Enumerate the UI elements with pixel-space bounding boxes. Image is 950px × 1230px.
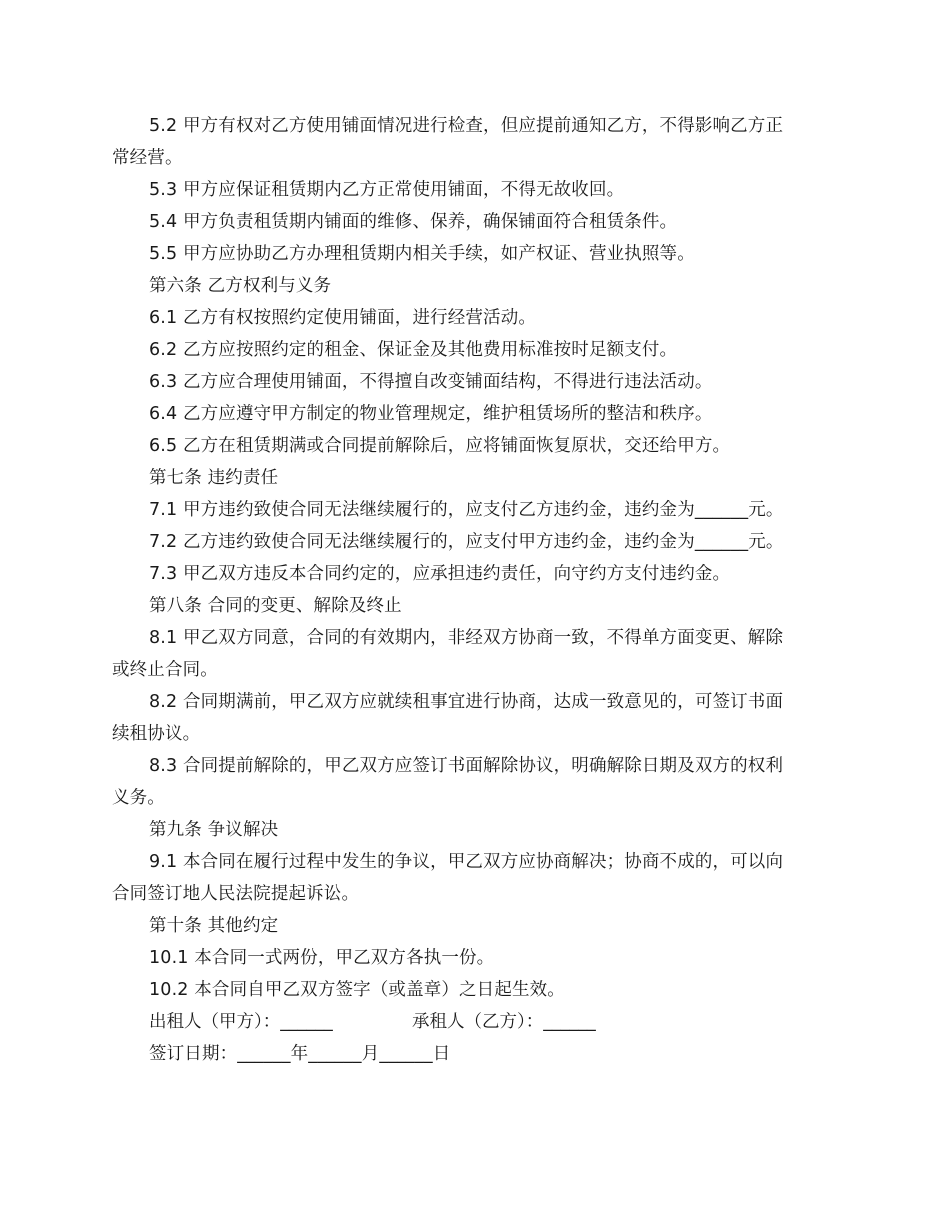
text-line: 6.5 乙方在租赁期满或合同提前解除后，应将铺面恢复原状，交还给甲方。 [149, 436, 731, 456]
text-line: 6.4 乙方应遵守甲方制定的物业管理规定，维护租赁场所的整洁和秩序。 [149, 404, 713, 424]
text-line: 8.1 甲乙双方同意，合同的有效期内，非经双方协商一致，不得单方面变更、解除 [149, 628, 784, 648]
text-line: 第九条 争议解决 [149, 820, 279, 840]
text-line: 或终止合同。 [112, 660, 218, 680]
text-line: 7.1 甲方违约致使合同无法继续履行的，应支付乙方违约金，违约金为______元。 [149, 500, 784, 520]
text-line: 第十条 其他约定 [149, 916, 279, 936]
lessor-signature: 出租人（甲方）：______ [149, 1012, 333, 1032]
text-line: 6.1 乙方有权按照约定使用铺面，进行经营活动。 [149, 308, 536, 328]
text-line: 7.3 甲乙双方违反本合同约定的，应承担违约责任，向守约方支付违约金。 [149, 564, 731, 584]
document-body [112, 110, 824, 1070]
text-line: 6.3 乙方应合理使用铺面，不得擅自改变铺面结构，不得进行违法活动。 [149, 372, 713, 392]
text-line: 第七条 违约责任 [149, 468, 279, 488]
lessee-signature: 承租人（乙方）：______ [412, 1012, 596, 1032]
text-line: 8.3 合同提前解除的，甲乙双方应签订书面解除协议，明确解除日期及双方的权利 [149, 756, 784, 776]
text-line: 第八条 合同的变更、解除及终止 [149, 596, 402, 616]
text-line: 5.2 甲方有权对乙方使用铺面情况进行检查，但应提前通知乙方，不得影响乙方正 [149, 116, 784, 136]
text-line: 5.5 甲方应协助乙方办理租赁期内相关手续，如产权证、营业执照等。 [149, 244, 695, 264]
signature-row [112, 1006, 824, 1038]
text-line: 5.4 甲方负责租赁期内铺面的维修、保养，确保铺面符合租赁条件。 [149, 212, 678, 232]
text-line: 9.1 本合同在履行过程中发生的争议，甲乙双方应协商解决；协商不成的，可以向 [149, 852, 784, 872]
text-line: 续租协议。 [112, 724, 201, 744]
text-line: 义务。 [112, 788, 165, 808]
text-line: 常经营。 [112, 148, 183, 168]
sign-date: 签订日期：______年______月______日 [149, 1044, 451, 1064]
text-line: 10.1 本合同一式两份，甲乙双方各执一份。 [149, 948, 495, 968]
text-line: 10.2 本合同自甲乙双方签字（或盖章）之日起生效。 [149, 980, 565, 1000]
text-line: 7.2 乙方违约致使合同无法继续履行的，应支付甲方违约金，违约金为______元。 [149, 532, 784, 552]
text-line: 6.2 乙方应按照约定的租金、保证金及其他费用标准按时足额支付。 [149, 340, 678, 360]
text-line: 5.3 甲方应保证租赁期内乙方正常使用铺面，不得无故收回。 [149, 180, 625, 200]
text-line: 合同签订地人民法院提起诉讼。 [112, 884, 360, 904]
text-line: 第六条 乙方权利与义务 [149, 276, 332, 296]
text-line: 8.2 合同期满前，甲乙双方应就续租事宜进行协商，达成一致意见的，可签订书面 [149, 692, 784, 712]
